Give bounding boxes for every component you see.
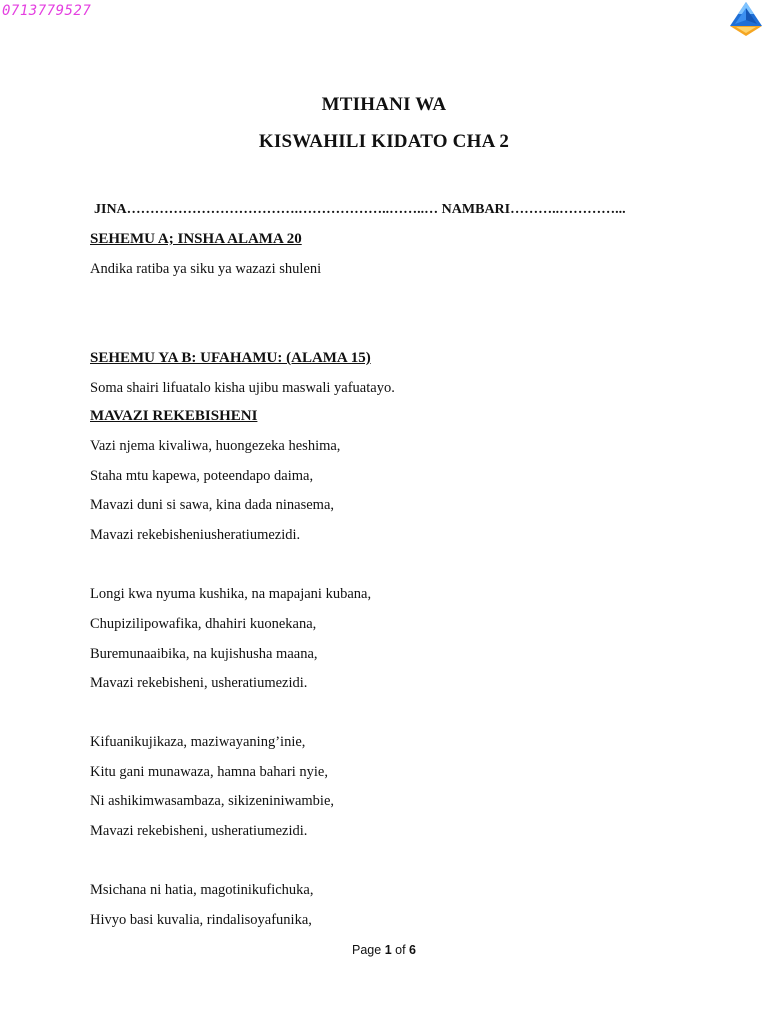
- exam-title: MTIHANI WA: [321, 94, 447, 115]
- poem-line: Ni ashikimwasambaza, sikizeniniwambie,: [90, 793, 335, 809]
- poem-line: Vazi njema kivaliwa, huongezeka heshima,: [90, 438, 341, 454]
- poem-line: Mavazi rekebisheniusheratiumezidi.: [90, 527, 301, 543]
- page-word: Page: [352, 943, 382, 957]
- poem-line: Staha mtu kapewa, poteendapo daima,: [90, 468, 314, 484]
- page-footer: [0, 943, 768, 957]
- poem-title: MAVAZI REKEBISHENI: [90, 408, 258, 424]
- poem-line: Mavazi rekebisheni, usheratiumezidi.: [90, 675, 308, 691]
- poem-line: Hivyo basi kuvalia, rindalisoyafunika,: [90, 912, 312, 928]
- poem-line: Kitu gani munawaza, hamna bahari nyie,: [90, 764, 328, 780]
- section-a-heading: SEHEMU A; INSHA ALAMA 20: [90, 231, 302, 247]
- poem-line: Mavazi rekebisheni, usheratiumezidi.: [90, 823, 308, 839]
- poem-line: Longi kwa nyuma kushika, na mapajani kubana,: [90, 586, 372, 602]
- section-b-instruction: Soma shairi lifuatalo kisha ujibu maswali yafuatayo.: [90, 380, 395, 396]
- page-current: 1: [384, 943, 392, 957]
- section-b-heading: SEHEMU YA B: UFAHAMU: (ALAMA 15): [90, 350, 371, 366]
- section-a-instruction: Andika ratiba ya siku ya wazazi shuleni: [90, 261, 322, 277]
- of-word: of: [395, 943, 406, 957]
- poem-line: Buremunaaibika, na kujishusha maana,: [90, 646, 318, 662]
- pyramid-logo-icon: [726, 0, 766, 38]
- page-total: 6: [409, 943, 416, 957]
- poem-line: Chupizilipowafika, dhahiri kuonekana,: [90, 616, 317, 632]
- phone-number: 0713779527: [2, 3, 92, 19]
- poem-line: Kifuanikujikaza, maziwayaning’inie,: [90, 734, 306, 750]
- poem-line: Mavazi duni si sawa, kina dada ninasema,: [90, 497, 335, 513]
- exam-subtitle: KISWAHILI KIDATO CHA 2: [258, 131, 510, 152]
- poem-line: Msichana ni hatia, magotinikufichuka,: [90, 882, 314, 898]
- name-number-line: JINA……………………………….………………..……..… NAMBARI………..…………...: [94, 202, 626, 217]
